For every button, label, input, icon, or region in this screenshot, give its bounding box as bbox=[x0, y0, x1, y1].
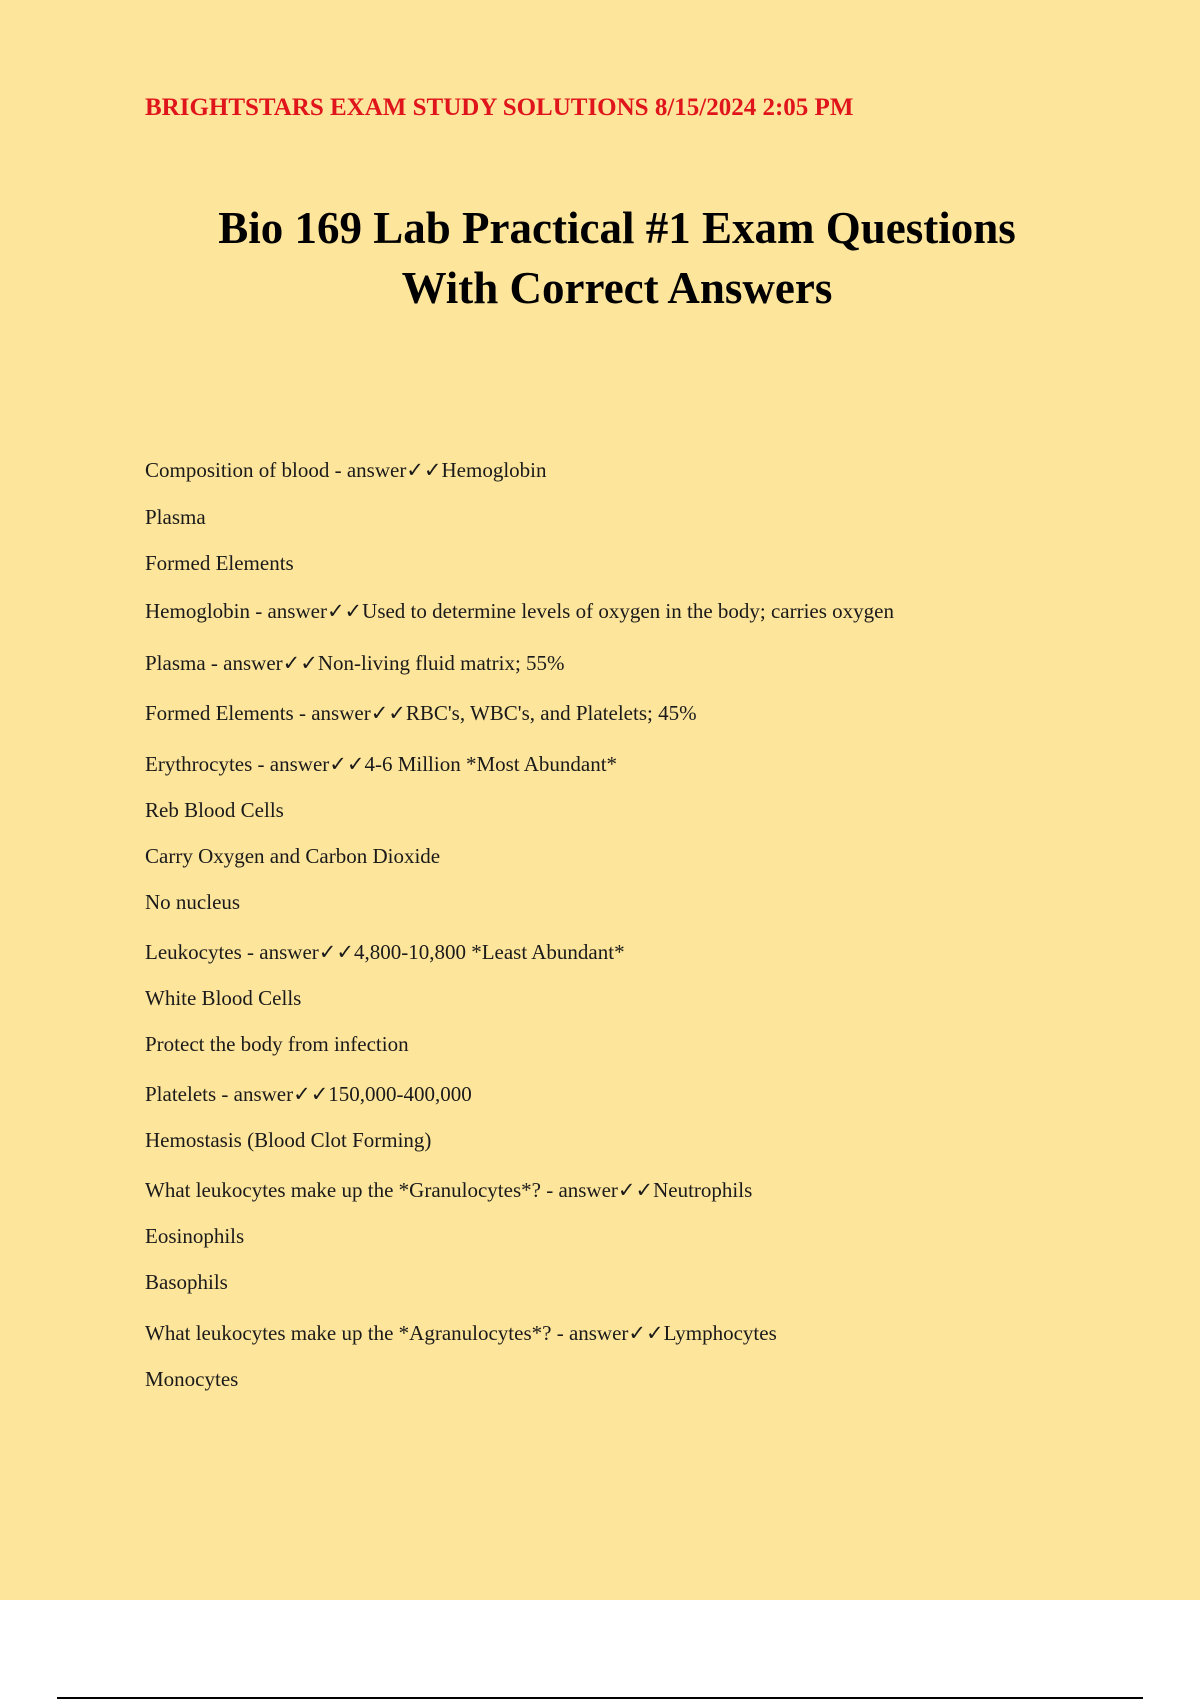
list-item: Erythrocytes - answer✓✓4-6 Million *Most Abundant* bbox=[145, 752, 618, 776]
list-item: Platelets - answer✓✓150,000-400,000 bbox=[145, 1082, 472, 1106]
list-item: Leukocytes - answer✓✓4,800-10,800 *Least Abundant* bbox=[145, 940, 625, 964]
list-item: Eosinophils bbox=[145, 1224, 245, 1248]
footer-divider bbox=[57, 1697, 1143, 1699]
list-item: Hemostasis (Blood Clot Forming) bbox=[145, 1128, 432, 1152]
list-item: Plasma bbox=[145, 505, 206, 529]
title-line-1: Bio 169 Lab Practical #1 Exam Questions bbox=[218, 203, 1016, 253]
list-item: Composition of blood - answer✓✓Hemoglobin bbox=[145, 458, 547, 482]
list-item: Reb Blood Cells bbox=[145, 798, 284, 822]
list-item: Protect the body from infection bbox=[145, 1032, 409, 1056]
list-item: Hemoglobin - answer✓✓Used to determine levels of oxygen in the body; carries oxygen bbox=[145, 599, 894, 623]
list-item: Basophils bbox=[145, 1270, 228, 1294]
list-item: Plasma - answer✓✓Non-living fluid matrix; 55% bbox=[145, 651, 565, 675]
title-line-2: With Correct Answers bbox=[401, 263, 833, 313]
page-title bbox=[0, 198, 1200, 318]
list-item: White Blood Cells bbox=[145, 986, 302, 1010]
list-item: No nucleus bbox=[145, 890, 241, 914]
list-item: Carry Oxygen and Carbon Dioxide bbox=[145, 844, 441, 868]
list-item: Monocytes bbox=[145, 1367, 239, 1391]
list-item: Formed Elements - answer✓✓RBC's, WBC's, and Platelets; 45% bbox=[145, 701, 697, 725]
list-item: What leukocytes make up the *Agranulocytes*? - answer✓✓Lymphocytes bbox=[145, 1321, 777, 1345]
header-banner: BRIGHTSTARS EXAM STUDY SOLUTIONS 8/15/2024 2:05 PM bbox=[145, 94, 854, 121]
list-item: What leukocytes make up the *Granulocytes*? - answer✓✓Neutrophils bbox=[145, 1178, 753, 1202]
list-item: Formed Elements bbox=[145, 551, 294, 575]
